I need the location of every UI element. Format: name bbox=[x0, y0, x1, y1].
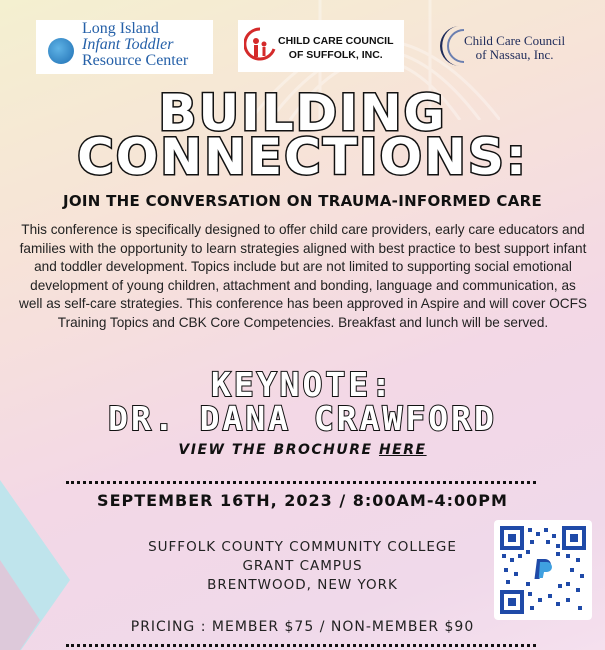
decorative-triangle-pink bbox=[0, 560, 40, 650]
logo-nassau-line1: Child Care Council bbox=[464, 33, 566, 48]
nassau-council-logo bbox=[428, 20, 576, 72]
brochure-prefix: VIEW THE BROCHURE bbox=[178, 442, 379, 458]
venue-line2: GRANT CAMPUS bbox=[242, 558, 363, 574]
dotted-divider-bottom bbox=[66, 644, 536, 647]
page-title-line2: CONNECTIONS: bbox=[77, 128, 528, 186]
logo-li-line2: Infant Toddler bbox=[82, 36, 174, 53]
sphere-icon bbox=[48, 38, 74, 64]
dotted-divider bbox=[66, 481, 536, 484]
brochure-link[interactable]: HERE bbox=[378, 442, 427, 458]
brochure-line bbox=[0, 442, 605, 458]
venue-line3: BRENTWOOD, NEW YORK bbox=[207, 577, 398, 593]
keynote-speaker: DR. DANA CRAWFORD bbox=[108, 399, 497, 438]
logo-li-line1: Long Island bbox=[82, 20, 159, 37]
paypal-qr-code[interactable] bbox=[494, 520, 592, 620]
page-title-line1: BUILDING bbox=[158, 84, 447, 142]
logo-li-line3: Resource Center bbox=[82, 52, 189, 69]
event-date-time: SEPTEMBER 16TH, 2023 / 8:00AM-4:00PM bbox=[97, 491, 508, 510]
subtitle: JOIN THE CONVERSATION ON TRAUMA-INFORMED CARE bbox=[62, 192, 543, 210]
conference-description: This conference is specifically designed to offer child care providers, early care educators and families with the opportunity to learn strategies aligned with best practice to best support infant and toddler development. Topics include but are not limited to supporting social emotional development of young children, attachment and bonding, language and communication, as well as self-care strategies. This conference has been approved in Aspire and will cover OCFS Training Topics and CBK Core Competencies. Breakfast and lunch will be served. bbox=[19, 222, 587, 330]
suffolk-council-logo bbox=[238, 20, 404, 72]
figures-icon bbox=[244, 27, 276, 65]
venue-line1: SUFFOLK COUNTY COMMUNITY COLLEGE bbox=[148, 539, 457, 555]
logo-suffolk-line2: OF SUFFOLK, INC. bbox=[288, 49, 383, 61]
keynote-heading: KEYNOTE: bbox=[211, 365, 394, 404]
pricing-info: PRICING : MEMBER $75 / NON-MEMBER $90 bbox=[130, 619, 475, 635]
long-island-itrc-logo bbox=[36, 20, 213, 74]
venue-address bbox=[110, 538, 495, 595]
logo-nassau-line2: of Nassau, Inc. bbox=[475, 47, 554, 62]
logo-suffolk-line1: CHILD CARE COUNCIL bbox=[278, 35, 394, 47]
qr-code-icon bbox=[500, 526, 586, 614]
